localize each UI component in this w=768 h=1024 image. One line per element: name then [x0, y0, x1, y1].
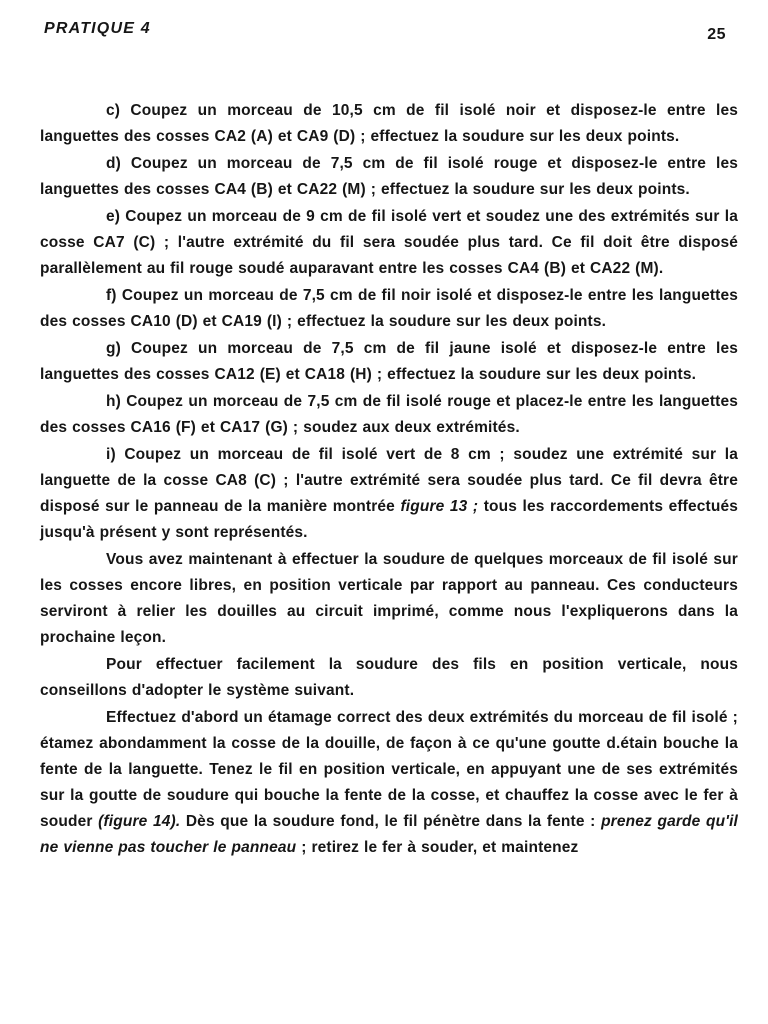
paragraph-step-c: c) Coupez un morceau de 10,5 cm de fil isolé noir et disposez-le entre les languettes des cosses CA2 (A) et CA9 (D) ; effectuez la soudure sur les deux points. — [40, 102, 738, 145]
paragraph-vertical-wires: Vous avez maintenant à effectuer la soudure de quelques morceaux de fil isolé sur les cosses encore libres, en position verticale par rapport au panneau. Ces conducteurs serviront à relier les douilles au circuit imprimé, comme nous l'expliquerons dans la prochaine leçon. — [40, 551, 738, 646]
paragraph-method-intro: Pour effectuer facilement la soudure des fils en position verticale, nous conseillons d'adopter le système suivant. — [40, 656, 738, 699]
paragraph-step-f: f) Coupez un morceau de 7,5 cm de fil noir isolé et disposez-le entre les languettes des cosses CA10 (D) et CA19 (I) ; effectuez la soudure sur les deux points. — [40, 287, 738, 330]
paragraph-step-g: g) Coupez un morceau de 7,5 cm de fil jaune isolé et disposez-le entre les languettes des cosses CA12 (E) et CA18 (H) ; effectuez la soudure sur les deux points. — [40, 340, 738, 383]
paragraph-step-d: d) Coupez un morceau de 7,5 cm de fil isolé rouge et disposez-le entre les languettes des cosses CA4 (B) et CA22 (M) ; effectuez la soudure sur les deux points. — [40, 155, 738, 198]
paragraph-tinning-text-mid: Dès que la soudure fond, le fil pénètre dans la fente : — [180, 813, 602, 830]
paragraph-step-h: h) Coupez un morceau de 7,5 cm de fil isolé rouge et placez-le entre les languettes des cosses CA16 (F) et CA17 (G) ; soudez aux deux extrémités. — [40, 393, 738, 436]
figure-14-reference: (figure 14). — [98, 813, 181, 830]
warning-text: prenez garde qu'il ne vienne pas toucher le panneau — [40, 813, 738, 856]
page-number: 25 — [707, 26, 726, 43]
paragraph-step-i-text: i) Coupez un morceau de fil isolé vert de 8 cm ; soudez une extrémité sur la languette de la cosse CA8 (C) ; l'autre extrémité sera soudée plus tard. Ce fil devra être disposé sur le panneau de la manière montrée — [40, 446, 738, 515]
running-header — [44, 20, 726, 44]
paragraph-tinning-procedure — [40, 705, 738, 861]
paragraph-tinning-text: Effectuez d'abord un étamage correct des deux extrémités du morceau de fil isolé ; étamez abondamment la cosse de la douille, de façon à ce qu'une goutte d.étain bouche la fente de la languette. Tenez le fil en position verticale, en appuyant une de ses extrémités sur la goutte de soudure qui bouche la fente de la cosse, et chauffez la cosse avec le fer à souder — [40, 709, 738, 830]
figure-13-reference: figure 13 ; — [400, 498, 479, 515]
paragraph-step-i-text-end: tous les raccordements effectués jusqu'à présent y sont représentés. — [40, 498, 738, 541]
body-text — [40, 98, 738, 862]
paragraph-step-e: e) Coupez un morceau de 9 cm de fil isolé vert et soudez une des extrémités sur la cosse CA7 (C) ; l'autre extrémité du fil sera soudée plus tard. Ce fil doit être disposé parallèlement au fil rouge soudé auparavant entre les cosses CA4 (B) et CA22 (M). — [40, 208, 738, 277]
paragraph-tinning-text-end: ; retirez le fer à souder, et maintenez — [296, 839, 579, 856]
running-title: PRATIQUE 4 — [44, 20, 151, 37]
paragraph-step-i — [40, 442, 738, 546]
